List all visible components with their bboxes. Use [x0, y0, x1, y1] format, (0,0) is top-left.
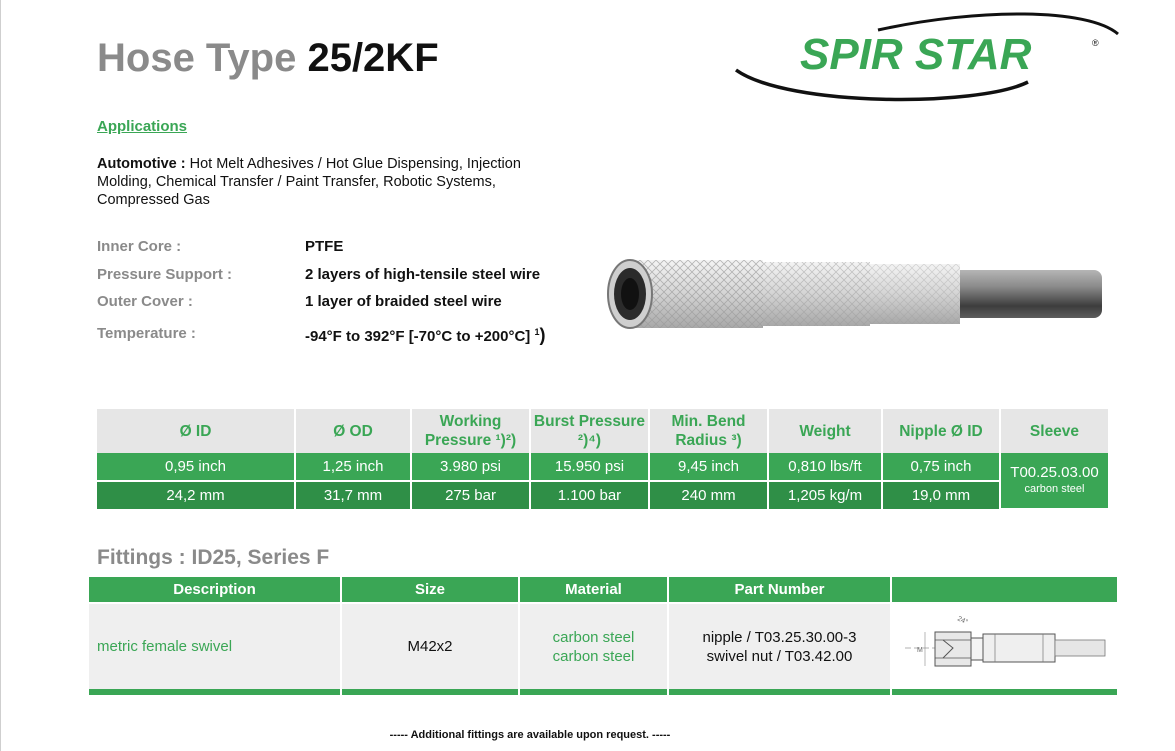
applications-text: [97, 155, 557, 209]
fit-header-part-number: Part Number: [668, 577, 891, 603]
cell-id-inch: 0,95 inch: [97, 453, 295, 481]
fittings-bottom-bar: [89, 689, 1118, 695]
cell-nipple-inch: 0,75 inch: [882, 453, 1000, 481]
table-row: [89, 603, 1118, 689]
fit-part-2: swivel nut / T03.42.00: [706, 647, 853, 665]
cell-bend-mm: 240 mm: [649, 481, 768, 509]
cell-weight-kg: 1,205 kg/m: [768, 481, 882, 509]
temperature-range: -94°F to 392°F [-70°C to +200°C]: [305, 328, 531, 345]
cell-id-mm: 24,2 mm: [97, 481, 295, 509]
temperature-footnote: 1: [534, 327, 540, 337]
fit-description: metric female swivel: [89, 603, 341, 689]
fit-header-drawing: [891, 577, 1118, 603]
cell-working-bar: 275 bar: [411, 481, 530, 509]
cell-bend-inch: 9,45 inch: [649, 453, 768, 481]
fit-part-number: [668, 603, 891, 689]
header-burst-pressure: Burst Pressure ²)⁴): [530, 409, 649, 453]
cell-burst-psi: 15.950 psi: [530, 453, 649, 481]
spec-value-outer-cover: 1 layer of braided steel wire: [305, 293, 502, 310]
title-code: 25/2KF: [307, 36, 439, 80]
fittings-table: [89, 577, 1119, 695]
header-weight: Weight: [768, 409, 882, 453]
table-row: [97, 481, 1109, 509]
applications-heading: Applications: [97, 118, 188, 135]
page-title: [97, 36, 439, 81]
cell-od-mm: 31,7 mm: [295, 481, 411, 509]
spec-label-outer-cover: Outer Cover :: [97, 293, 193, 310]
sleeve-material: carbon steel: [1024, 482, 1085, 495]
spec-label-temperature: Temperature :: [97, 325, 196, 342]
table-row: [97, 453, 1109, 481]
fit-drawing-cell: [891, 603, 1118, 689]
hose-outer-cover: [940, 270, 1102, 318]
header-sleeve: Sleeve: [1000, 409, 1109, 453]
fit-size: M42x2: [341, 603, 519, 689]
spec-value-pressure-support: 2 layers of high-tensile steel wire: [305, 266, 541, 283]
fittings-heading: Fittings : ID25, Series F: [97, 546, 330, 569]
cell-working-psi: 3.980 psi: [411, 453, 530, 481]
fitting-technical-drawing: [895, 604, 1115, 684]
title-prefix: Hose Type: [97, 36, 297, 80]
spec-label-pressure-support: Pressure Support :: [97, 266, 233, 283]
header-bend-radius: Min. Bend Radius ³): [649, 409, 768, 453]
sleeve-code: T00.25.03.00: [1010, 463, 1099, 481]
logo-registered-mark: ®: [1092, 38, 1099, 48]
drawing-thread-label: M: [916, 647, 923, 654]
header-nipple-id: Nipple Ø ID: [882, 409, 1000, 453]
fit-header-material: Material: [519, 577, 668, 603]
spec-label-inner-core: Inner Core :: [97, 238, 182, 255]
footer-note: ----- Additional fittings are available upon request. -----: [389, 729, 671, 741]
cell-sleeve: [1000, 453, 1109, 509]
fit-header-size: Size: [341, 577, 519, 603]
fit-material: [519, 603, 668, 689]
header-id: Ø ID: [97, 409, 295, 453]
cell-nipple-mm: 19,0 mm: [882, 481, 1000, 509]
applications-category: Automotive :: [97, 156, 186, 172]
fit-material-1: carbon steel: [552, 628, 635, 646]
cell-burst-bar: 1.100 bar: [530, 481, 649, 509]
header-working-pressure: Working Pressure ¹)²): [411, 409, 530, 453]
fit-material-2: carbon steel: [552, 647, 635, 665]
header-od: Ø OD: [295, 409, 411, 453]
drawing-angle-label: 24°: [955, 615, 969, 627]
logo-text: SPIR STAR: [800, 30, 1032, 79]
applications-list: Hot Melt Adhesives / Hot Glue Dispensing, Injection Molding, Chemical Transfer / Paint Transfer, Robotic Systems, Compressed Gas: [97, 156, 521, 208]
cell-weight-lbs: 0,810 lbs/ft: [768, 453, 882, 481]
fit-header-description: Description: [89, 577, 341, 603]
spec-value-inner-core: PTFE: [305, 238, 344, 255]
page-border: [0, 0, 1, 751]
temperature-footnote-paren: ): [539, 325, 546, 345]
spir-star-logo: [728, 12, 1128, 102]
spec-value-temperature: [305, 325, 546, 346]
cell-od-inch: 1,25 inch: [295, 453, 411, 481]
hose-illustration: [600, 252, 1105, 336]
hose-spec-table: [97, 409, 1110, 510]
fit-part-1: nipple / T03.25.30.00-3: [702, 628, 857, 646]
